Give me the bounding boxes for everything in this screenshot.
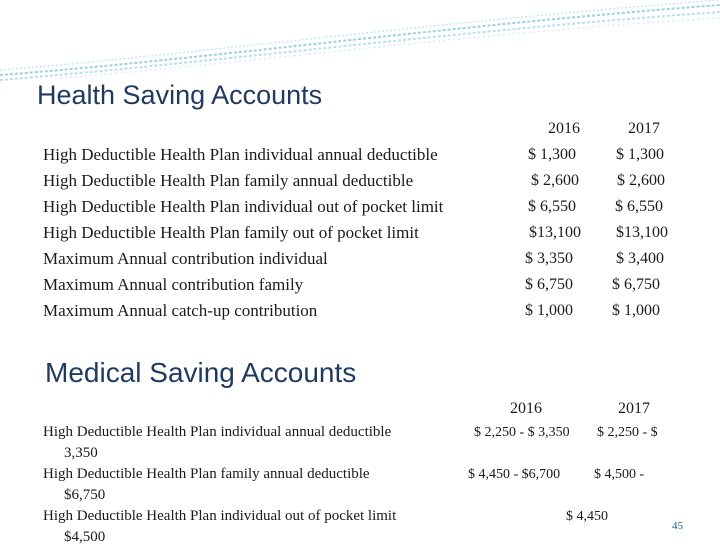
hsa-row-2017: $ 6,750 [612, 276, 660, 293]
hsa-row-2017: $ 1,000 [612, 302, 660, 319]
msa-row-label-continued: 3,350 [64, 445, 98, 461]
msa-row-2016: $ 2,250 - $ 3,350 [474, 425, 570, 440]
msa-row-label-continued: $4,500 [64, 529, 106, 545]
msa-row-2017: $ 4,450 [566, 509, 608, 524]
page-number: 45 [672, 520, 683, 532]
hsa-row-2017: $ 3,400 [616, 250, 664, 267]
msa-row-2016: $ 4,450 - $6,700 [468, 467, 561, 482]
hsa-row-2017: $13,100 [616, 224, 668, 241]
hsa-year-2017: 2017 [628, 120, 660, 137]
msa-row-label-continued: $6,750 [64, 487, 106, 503]
msa-row-label: High Deductible Health Plan family annual deductible [43, 466, 370, 482]
msa-row-2017: $ 2,250 - $ [597, 425, 658, 440]
hsa-row-label: High Deductible Health Plan family annual deductible [43, 171, 414, 190]
hsa-row-2016: $ 3,350 [525, 250, 573, 267]
hsa-row-2017: $ 1,300 [616, 146, 664, 163]
hsa-section-title: Health Saving Accounts [37, 80, 323, 110]
hsa-row-2016: $ 6,550 [528, 198, 576, 215]
decorative-swoosh [0, 0, 720, 90]
hsa-row-2016: $13,100 [529, 224, 581, 241]
hsa-year-2016: 2016 [548, 120, 580, 137]
msa-year-2017: 2017 [618, 400, 650, 417]
hsa-row-2016: $ 2,600 [531, 172, 579, 189]
hsa-row-label: High Deductible Health Plan individual out of pocket limit [43, 197, 444, 216]
hsa-row-label: Maximum Annual catch-up contribution [43, 301, 318, 320]
hsa-row-2016: $ 1,300 [528, 146, 576, 163]
msa-row-label: High Deductible Health Plan individual out of pocket limit [43, 508, 397, 524]
hsa-row-label: High Deductible Health Plan family out of pocket limit [43, 223, 419, 242]
msa-row-label: High Deductible Health Plan individual annual deductible [43, 424, 392, 440]
hsa-row-label: Maximum Annual contribution individual [43, 249, 328, 268]
hsa-row-label: Maximum Annual contribution family [43, 275, 304, 294]
msa-section-title: Medical Saving Accounts [45, 357, 357, 388]
hsa-row-label: High Deductible Health Plan individual annual deductible [43, 145, 438, 164]
msa-year-2016: 2016 [510, 400, 542, 417]
hsa-row-2017: $ 6,550 [615, 198, 663, 215]
hsa-row-2016: $ 6,750 [525, 276, 573, 293]
msa-row-2017: $ 4,500 - [594, 467, 645, 482]
hsa-row-2016: $ 1,000 [525, 302, 573, 319]
hsa-row-2017: $ 2,600 [617, 172, 665, 189]
